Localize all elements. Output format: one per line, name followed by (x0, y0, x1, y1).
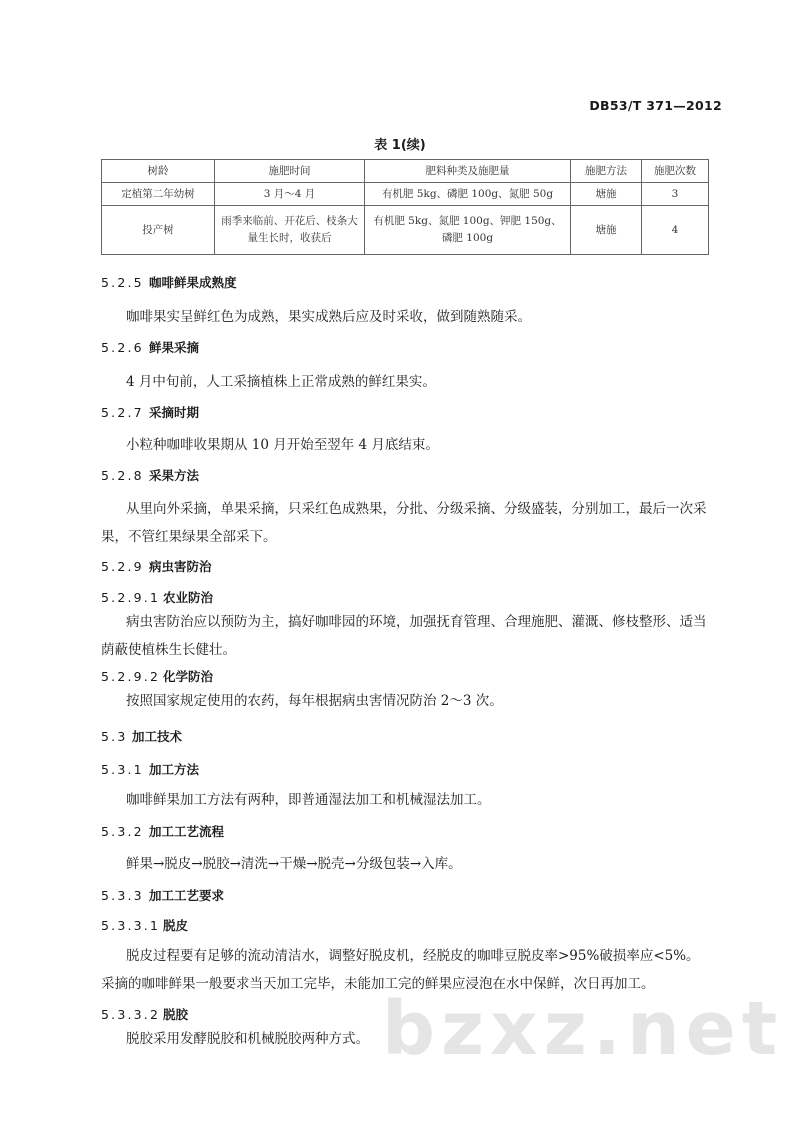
table-cell: 有机肥 5kg、磷肥 100g、氮肥 50g (365, 183, 571, 206)
section-heading: 5.3.3 加工工艺要求 (101, 888, 225, 903)
table-header-row (102, 160, 709, 183)
table-row (102, 183, 709, 206)
paragraph: 小粒种咖啡收果期从 10 月开始至翌年 4 月底结束。 (126, 437, 439, 453)
paragraph: 鲜果→脱皮→脱胶→清洗→干燥→脱壳→分级包装→入库。 (126, 856, 462, 872)
table-title: 表 1(续) (374, 138, 426, 153)
paragraph: 4 月中旬前，人工采摘植株上正常成熟的鲜红果实。 (126, 374, 436, 390)
section-heading: 5.2.9.1 农业防治 (101, 590, 214, 605)
section-heading: 5.2.9 病虫害防治 (101, 559, 212, 574)
standard-code: DB53/T 371—2012 (589, 98, 722, 113)
header-cell: 肥料种类及施肥量 (365, 160, 571, 183)
table-cell: 塘施 (571, 183, 642, 206)
section-heading: 5.3.1 加工方法 (101, 762, 200, 777)
header-cell: 施肥次数 (642, 160, 709, 183)
section-heading: 5.3.2 加工工艺流程 (101, 824, 225, 839)
paragraph: 咖啡鲜果加工方法有两种，即普通湿法加工和机械湿法加工。 (126, 792, 491, 808)
paragraph: 病虫害防治应以预防为主，搞好咖啡园的环境，加强抚育管理、合理施肥、灌溉、修枝整形、适当荫蔽使植株生长健壮。 (101, 614, 707, 658)
section-heading: 5.3.3.2 脱胶 (101, 1007, 189, 1022)
table-row (102, 206, 709, 255)
table-cell: 3 月～4 月 (215, 183, 365, 206)
paragraph: 按照国家规定使用的农药，每年根据病虫害情况防治 2～3 次。 (126, 693, 503, 709)
section-heading: 5.2.8 采果方法 (101, 468, 200, 483)
table-cell: 3 (642, 183, 709, 206)
table-cell: 有机肥 5kg、氮肥 100g、钾肥 150g、磷肥 100g (365, 206, 571, 255)
paragraph: 咖啡果实呈鲜红色为成熟，果实成熟后应及时采收，做到随熟随采。 (126, 309, 531, 325)
paragraph: 脱皮过程要有足够的流动清洁水，调整好脱皮机，经脱皮的咖啡豆脱皮率>95%破损率应<5%。采摘的咖啡鲜果一般要求当天加工完毕，未能加工完的鲜果应浸泡在水中保鲜，次日再加工。 (101, 948, 700, 992)
table-cell: 雨季来临前、开花后、枝条大量生长时，收获后 (215, 206, 365, 255)
table-cell: 投产树 (102, 206, 215, 255)
watermark: bzxz.net (382, 986, 784, 1072)
table-cell: 4 (642, 206, 709, 255)
paragraph: 脱胶采用发酵脱胶和机械脱胶两种方式。 (126, 1031, 369, 1047)
header-cell: 树龄 (102, 160, 215, 183)
table-cell: 定植第二年幼树 (102, 183, 215, 206)
paragraph: 从里向外采摘，单果采摘，只采红色成熟果，分批、分级采摘、分级盛装，分别加工，最后一次采果，不管红果绿果全部采下。 (101, 501, 707, 545)
fertilization-table (101, 159, 709, 255)
section-heading: 5.2.6 鲜果采摘 (101, 340, 200, 355)
section-heading: 5.2.9.2 化学防治 (101, 669, 214, 684)
section-heading: 5.3 加工技术 (101, 729, 183, 744)
section-heading: 5.2.5 咖啡鲜果成熟度 (101, 275, 237, 290)
table-cell: 塘施 (571, 206, 642, 255)
section-heading: 5.3.3.1 脱皮 (101, 918, 189, 933)
header-cell: 施肥时间 (215, 160, 365, 183)
section-heading: 5.2.7 采摘时期 (101, 405, 200, 420)
header-cell: 施肥方法 (571, 160, 642, 183)
